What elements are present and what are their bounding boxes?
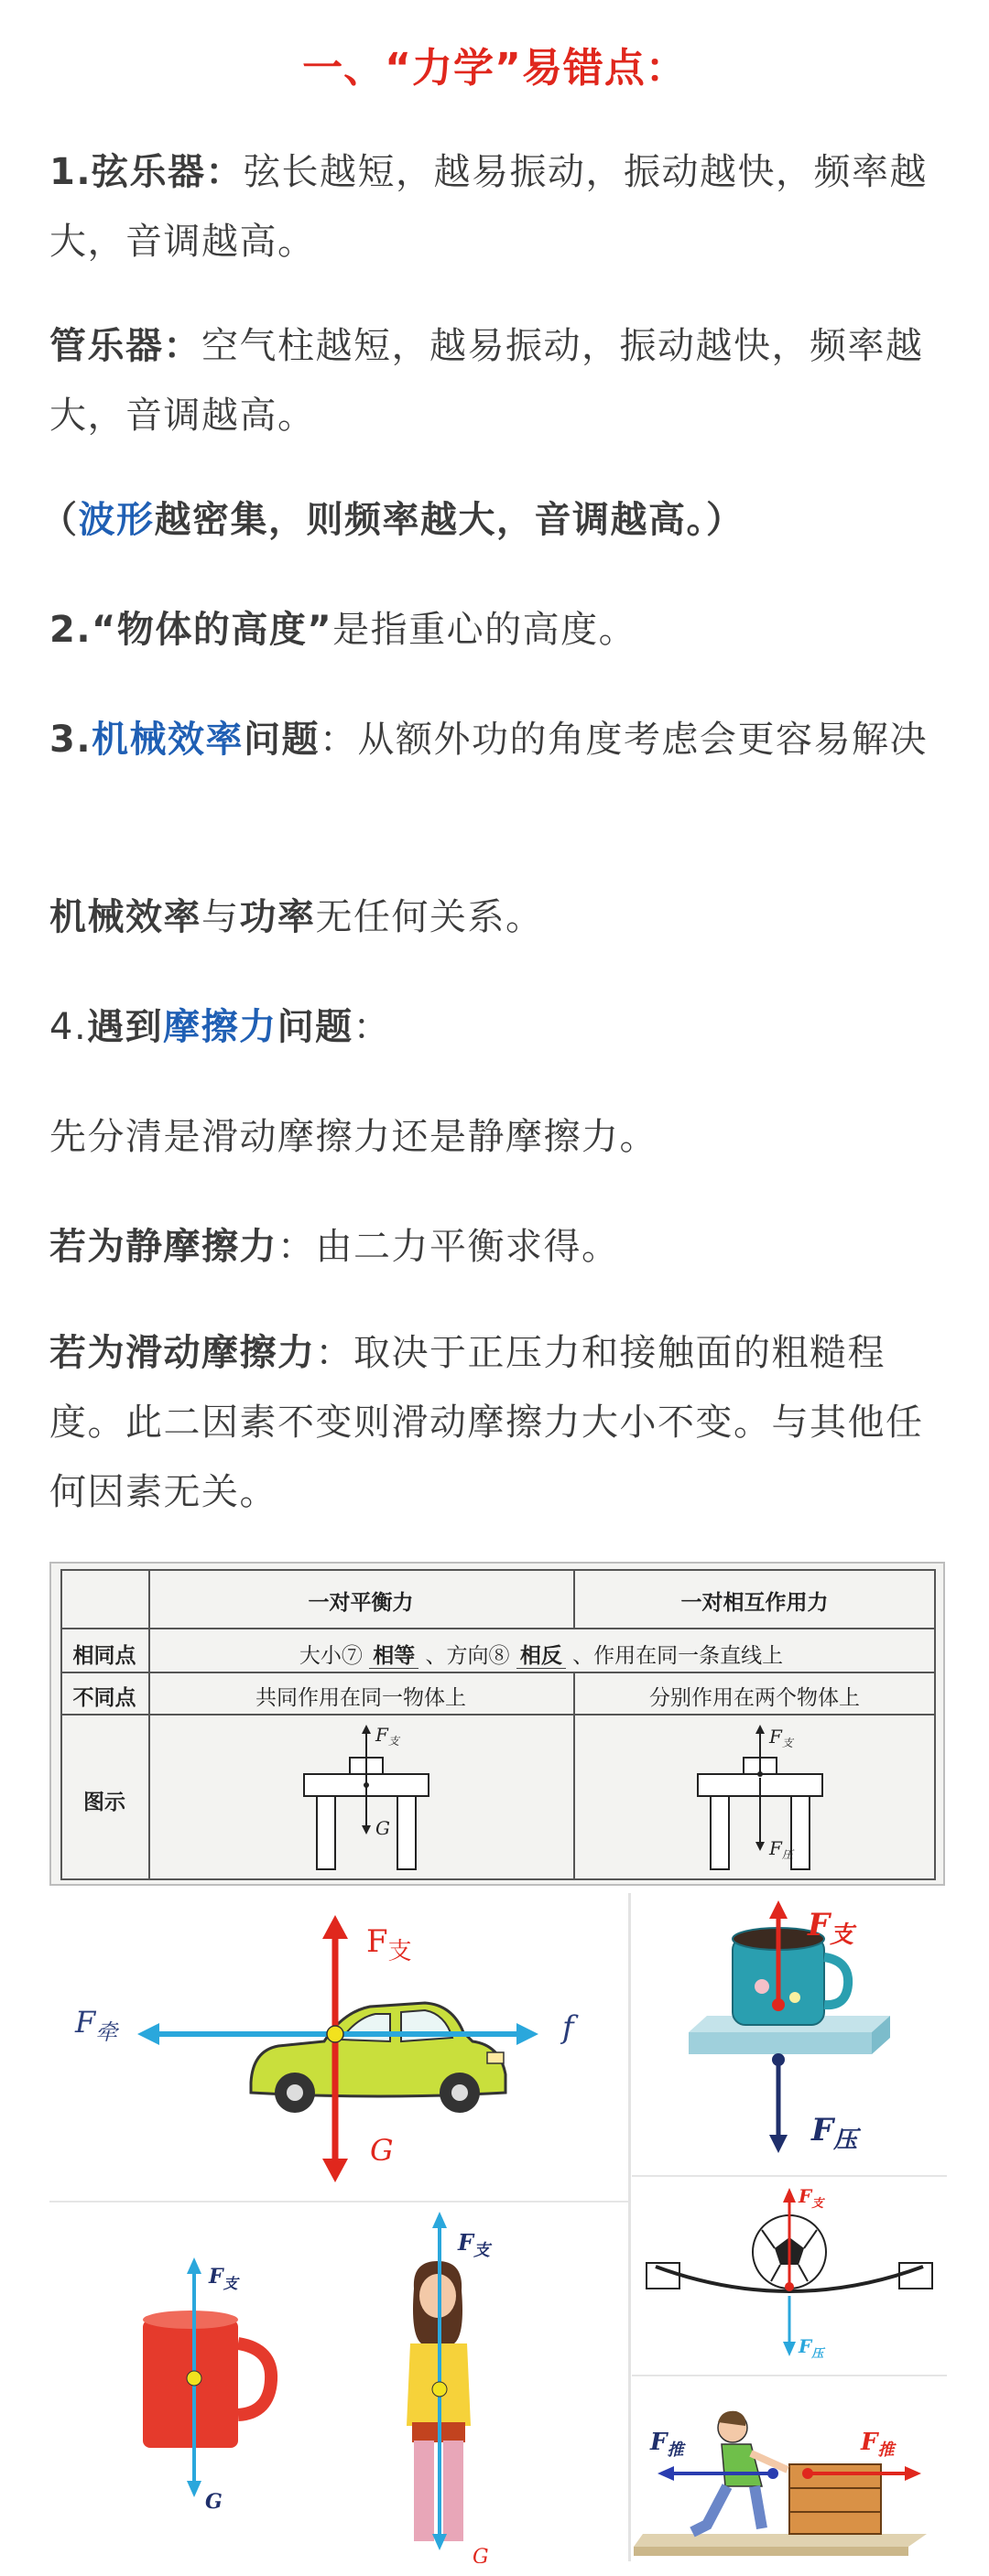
cup-force-diagram (110, 2243, 330, 2517)
friction-meet: 遇到 (87, 1006, 164, 1048)
table-grid (60, 1569, 936, 1880)
table-rule (934, 1569, 936, 1880)
efficiency-bold: 问题 (244, 719, 321, 761)
friction-number: 4. (49, 1006, 88, 1048)
table-d1-top-label: $F_支$ (375, 1724, 399, 1748)
paragraph-string-instrument (49, 137, 947, 276)
paragraph-mechanical-efficiency (49, 705, 947, 774)
mug-down-label: $F_压$ (811, 2112, 858, 2154)
collage-divider (49, 2201, 628, 2203)
wind-instrument-text: 空气柱越短，越易振动，振动越快，频率越大，音调越高。 (49, 325, 924, 437)
table-rule (60, 1628, 936, 1629)
same-direction-answer: 相反 (516, 1643, 566, 1669)
efficiency-rest: ：从额外功的角度考虑会更容易解决 (320, 719, 929, 761)
collage-divider (628, 1893, 631, 2561)
object-height-rest: 是指重心的高度。 (332, 609, 637, 651)
table-rule (60, 1672, 936, 1673)
efficiency-keyword: 机械效率 (92, 719, 245, 761)
cup-up-label: $F_支$ (209, 2265, 238, 2292)
car-up-label: $F_支$ (366, 1923, 412, 1965)
mug-shelf-force-diagram (634, 1895, 945, 2170)
friction-keyword: 摩擦力 (163, 1006, 277, 1048)
row-label-same: 相同点 (72, 1643, 136, 1668)
table-rule (60, 1714, 936, 1716)
ball-down-label: $F_压$ (799, 2335, 824, 2361)
collage-divider (632, 2175, 947, 2177)
string-instrument-lead: 1.弦乐器： (49, 151, 245, 193)
power-word: 功率 (239, 896, 316, 938)
table-diagram-balance (262, 1721, 463, 1877)
car-right-label: f (562, 2009, 574, 2046)
table-diagram-interaction (656, 1721, 857, 1877)
paragraph-friction-heading (49, 992, 947, 1062)
girl-down-label: G (473, 2546, 489, 2563)
girl-force-diagram (366, 2206, 586, 2563)
paragraph-wind-instrument (49, 311, 947, 450)
same-size-label: 大小⑦ (299, 1644, 363, 1668)
push-force-diagram (634, 2378, 945, 2558)
friction-problem: 问题 (277, 1006, 353, 1048)
string-instrument-text: 弦长越短，越易振动，振动越快，频率越大，音调越高。 (49, 151, 929, 263)
sliding-friction-lead: 若为滑动摩擦力 (49, 1332, 316, 1374)
row-same-content (148, 1639, 934, 1669)
sliding-friction-rest: ：取决于正压力和接触面的粗糙程度。此二因素不变则滑动摩擦力大小不变。与其他任何因素无关。 (49, 1332, 924, 1513)
table-header-interaction: 一对相互作用力 (680, 1590, 829, 1615)
paragraph-waveform (40, 485, 938, 555)
waveform-open: （ (40, 499, 79, 541)
push-right-label: $F_推$ (861, 2429, 895, 2460)
row-label-diff: 不同点 (72, 1685, 136, 1710)
wind-instrument-lead: 管乐器： (49, 325, 201, 367)
static-friction-rest: ：由二力平衡求得。 (277, 1226, 620, 1268)
collage-divider (632, 2375, 947, 2376)
efficiency-word: 机械效率 (49, 896, 201, 938)
paragraph-friction-distinguish (49, 1102, 947, 1172)
friction-distinguish-text: 先分清是滑动摩擦力还是静摩擦力。 (49, 1116, 658, 1158)
friction-colon: ： (353, 1006, 392, 1048)
diff-balance-text: 共同作用在同一物体上 (255, 1686, 466, 1710)
table-rule (60, 1569, 62, 1880)
car-left-label: $F_牵$ (75, 2005, 118, 2045)
ball-up-label: $F_支$ (799, 2185, 824, 2211)
paragraph-object-height (49, 595, 947, 665)
cup-down-label: G (205, 2490, 223, 2514)
table-d1-bottom-label: G (375, 1817, 390, 1839)
table-rule (60, 1878, 936, 1880)
diff-interaction-text: 分别作用在两个物体上 (649, 1686, 860, 1710)
waveform-keyword: 波形 (78, 499, 155, 541)
same-direction-label: 、方向⑧ (425, 1644, 510, 1668)
table-d2-bottom-label: $F_压$ (769, 1837, 793, 1861)
paragraph-sliding-friction (49, 1318, 947, 1527)
table-d2-top-label: $F_支$ (769, 1726, 793, 1749)
static-friction-lead: 若为静摩擦力 (49, 1226, 277, 1268)
efficiency-and: 与 (201, 896, 240, 938)
efficiency-number: 3. (49, 719, 92, 761)
object-height-lead: 2.“物体的高度” (49, 609, 333, 651)
section-title: 一、“力学”易错点： (302, 45, 687, 92)
car-down-label: G (370, 2133, 394, 2168)
same-size-answer: 相等 (369, 1643, 418, 1669)
force-comparison-table (49, 1562, 945, 1886)
same-line-text: 、作用在同一条直线上 (572, 1644, 784, 1668)
table-header-balance: 一对平衡力 (308, 1590, 414, 1615)
mug-up-label: $F_支$ (808, 1907, 854, 1949)
ball-force-diagram (634, 2179, 945, 2371)
paragraph-efficiency-power (49, 882, 947, 952)
table-rule (60, 1569, 936, 1571)
waveform-rest: 越密集，则频率越大，音调越高。） (154, 499, 744, 541)
car-force-diagram (49, 1895, 626, 2197)
row-label-diagram: 图示 (83, 1790, 125, 1814)
table-rule (148, 1569, 150, 1880)
push-left-label: $F_推$ (650, 2429, 684, 2460)
paragraph-static-friction (49, 1212, 947, 1282)
girl-up-label: $F_支$ (458, 2229, 491, 2260)
efficiency-power-rest: 无任何关系。 (315, 896, 544, 938)
